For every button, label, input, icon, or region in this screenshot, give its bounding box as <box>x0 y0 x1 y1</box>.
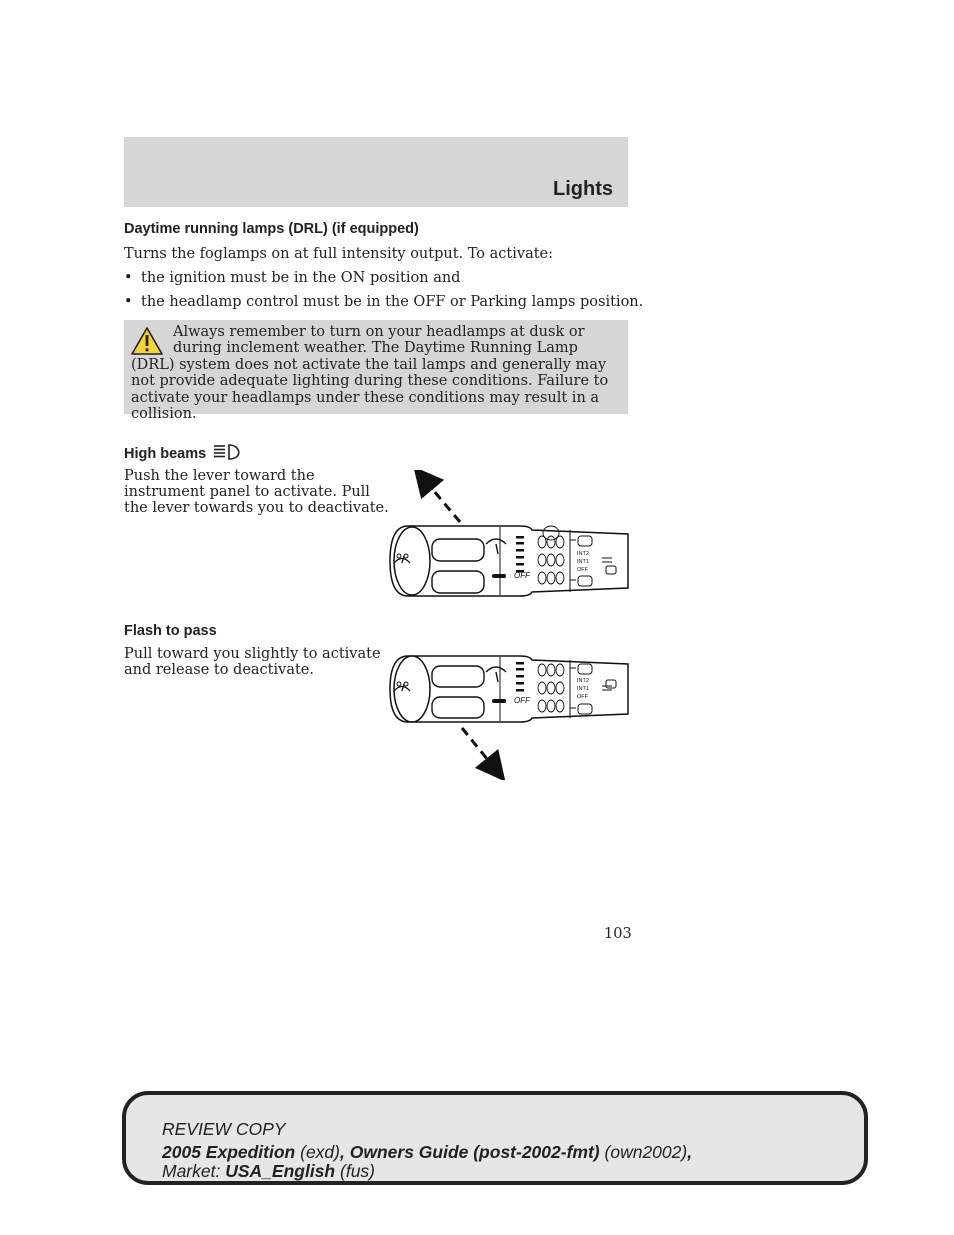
page-number: 103 <box>604 926 632 942</box>
flash-to-pass-lever-illustration <box>380 650 630 780</box>
review-footer <box>122 1091 868 1185</box>
section-title: Lights <box>553 178 613 200</box>
footer-model-line: 2005 Expedition (exd), Owners Guide (post-2002-fmt) (own2002), <box>162 1142 693 1162</box>
drl-heading: Daytime running lamps (DRL) (if equipped) <box>124 221 419 237</box>
off-small-label: OFF <box>577 567 588 573</box>
high-beams-line-2: instrument panel to activate. Pull <box>124 484 370 500</box>
high-beams-line-3: the lever towards you to deactivate. <box>124 500 389 516</box>
warning-text: Always remember to turn on your headlamps at dusk or during inclement weather. The Daytime Running Lamp (DRL) system does not activate the tail lamps and generally may not provide adequate lighting during these conditions. Failure to activate your headlamps under these conditions may result in a collision. <box>131 324 609 423</box>
push-direction-arrow <box>423 478 460 522</box>
drl-intro: Turns the foglamps on at full intensity output. To activate: <box>124 246 554 262</box>
int1-label: INT1 <box>577 559 589 565</box>
flash-line-1: Pull toward you slightly to activate <box>124 646 381 662</box>
off-small-label-2: OFF <box>577 694 588 700</box>
drl-bullet-1: • the ignition must be in the ON position and <box>124 270 461 286</box>
section-header <box>124 137 628 207</box>
int2-label: INT2 <box>577 551 589 557</box>
high-beam-icon <box>212 443 246 461</box>
int2-label-2: INT2 <box>577 678 589 684</box>
off-label: OFF <box>514 571 530 580</box>
footer-market-line: Market: USA_English (fus) <box>162 1161 375 1181</box>
review-copy: REVIEW COPY <box>162 1119 286 1139</box>
off-label-2: OFF <box>514 696 530 705</box>
drl-bullet-2: • the headlamp control must be in the OFF or Parking lamps position. <box>124 294 644 310</box>
warning-box <box>124 320 628 423</box>
int1-label-2: INT1 <box>577 686 589 692</box>
high-beams-heading: High beams <box>124 443 246 462</box>
high-beams-line-1: Push the lever toward the <box>124 468 315 484</box>
pull-direction-arrow <box>462 728 496 770</box>
high-beams-lever-illustration <box>380 470 630 600</box>
flash-line-2: and release to deactivate. <box>124 662 314 678</box>
flash-heading: Flash to pass <box>124 623 217 639</box>
